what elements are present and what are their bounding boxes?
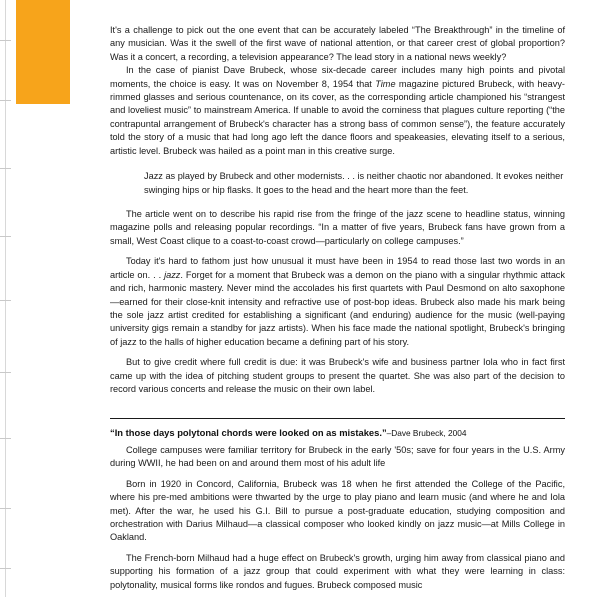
edge-tick [0, 438, 11, 439]
spacer [110, 197, 565, 208]
spacer [110, 248, 565, 255]
paragraph: The French-born Milhaud had a huge effect on Brubeck's growth, urging him away from classical piano and supporting his formation of a jazz group that could experiment with what they were learning in class: polytonality, musical forms like rondos and fugues. Brubeck composed music [110, 552, 565, 590]
edge-tick [0, 236, 11, 237]
article-body-upper [110, 24, 565, 396]
paragraph: College campuses were familiar territory for Brubeck in the early '50s; save for four years in the U.S. Army during WWII, he had been on and around them most of his adult life [110, 445, 565, 469]
orange-decorative-block [16, 0, 70, 104]
pullquote-attribution: –Dave Brubeck, 2004 [386, 428, 467, 438]
edge-tick [0, 508, 11, 509]
edge-tick [0, 40, 11, 41]
edge-tick [0, 300, 11, 301]
edge-tick [0, 568, 11, 569]
article-body-lower [110, 444, 565, 592]
paragraph: Born in 1920 in Concord, California, Brubeck was 18 when he first attended the College of the Pacific, where his pre-med ambitions were thwarted by the urge to play piano and learn music (and where he and Iola met). After the war, he used his G.I. Bill to pursue a post-graduate education, studying composition and orchestration with Darius Milhaud—a classical composer who looked kindly on jazz music—at Mills College in Oakland. [110, 478, 565, 543]
spacer [110, 349, 565, 356]
paragraph: In the case of pianist Dave Brubeck, whose six-decade career includes many high points and pivotal moments, the choice is easy. It was on November 8, 1954 that Time magazine pictured Brubeck, with heavy-rimmed glasses and serious countenance, on its cover, as the corresponding article championed his “strangest and loveliest music” to mainstream America. If unable to avoid the corniness that plagues culture reporting (“the contrapuntal arrangement of Brubeck's character has a strong bass of common sense”), the feature accurately told the story of a music that had long ago left the dance floors and speakeasies, elevating itself to a serious, artistic level. Brubeck was hailed as a point man in this creative surge. [110, 65, 565, 156]
spacer [110, 158, 565, 169]
paragraph: It's a challenge to pick out the one event that can be accurately labeled “The Breakthrough” in the timeline of any musician. Was it the swell of the first wave of national attention, or that career crest of global proportion? Was it a concert, a recording, a television appearance? The lead story in a national news weekly? [110, 25, 565, 62]
paragraph: The article went on to describe his rapid rise from the fringe of the jazz scene to headline status, winning magazine polls and releasing popular recordings. “In a matter of five years, Brubeck fans have grown from a small, West Coast clique to a coast-to-coast crowd—particularly on college campuses.” [110, 209, 565, 246]
spacer [110, 471, 565, 478]
pullquote [110, 426, 565, 441]
paragraph: Today it's hard to fathom just how unusual it must have been in 1954 to read those last two words in an article on. . . jazz. Forget for a moment that Brubeck was a demon on the piano with a singular rhythmic attack and rich, harmonic mastery. Never mind the accolades his first quartets with Paul Desmond on alto saxophone—earned for their close-knit intensity and refractive use of post-bop ideas. Brubeck also made his mark being the sole jazz artist credited for establishing a significant (and enduring) audience for the music (well-paying university gigs remain a standby for jazz artists). When his face made the national spotlight, Brubeck's bringing of jazz to the halls of higher education became a defining part of his story. [110, 256, 565, 347]
edge-tick [0, 100, 11, 101]
pullquote-text: “In those days polytonal chords were looked on as mistakes.” [110, 427, 387, 438]
edge-tick [0, 372, 11, 373]
edge-tick [0, 168, 11, 169]
blockquote: Jazz as played by Brubeck and other modernists. . . is neither chaotic nor abandoned. It evokes neither swinging hips or hip flasks. It goes to the head and the heart more than the feet. [144, 171, 564, 196]
pullquote-divider [110, 418, 565, 419]
spacer [110, 545, 565, 552]
paragraph: But to give credit where full credit is due: it was Brubeck's wife and business partner Iola who in fact first came up with the idea of pitching student groups to present the quartet. She was also part of the decision to record various concerts and release the music on their own label. [110, 357, 565, 394]
